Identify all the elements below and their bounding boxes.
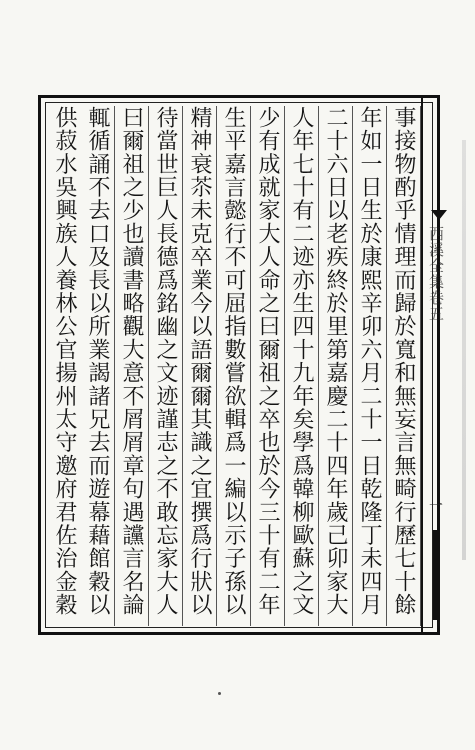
- text-column-9: 曰爾祖之少也讀書略觀大意不屑屑章句遇讜言名論: [115, 106, 149, 626]
- text-column-1: 事接物酌乎情理而歸於寬和無妄言無畸行歷七十餘: [387, 106, 421, 626]
- text-column-6: 生平嘉言懿行不可屈指數嘗欲輯爲一編以示子孫以: [217, 106, 251, 626]
- fish-tail-mark: [431, 210, 447, 220]
- text-column-4: 人年七十有二迹亦生四十九年矣學爲韓柳歐蘇之文: [285, 106, 319, 626]
- text-column-10: 輒循誦不去口及長以所業謁諸兄去而遊幕藉館穀以: [81, 106, 115, 626]
- ink-dot: [218, 692, 221, 695]
- text-column-2: 年如一日生於康熙辛卯六月二十一日乾隆丁未四月: [353, 106, 387, 626]
- fold-bar: [433, 530, 439, 620]
- fold-column: [421, 98, 445, 632]
- text-column-8: 待當世巨人長德爲銘幽之文迹謹志之不敢忘家大人: [149, 106, 183, 626]
- page-number: 一: [427, 498, 443, 512]
- text-column-3: 二十六日以老疾終於里第嘉慶二十四年歲己卯家大: [319, 106, 353, 626]
- paper-edge-shadow: [462, 140, 466, 560]
- text-column-5: 少有成就家大人命之曰爾祖之卒也於今三十有二年: [251, 106, 285, 626]
- page-frame: [38, 95, 445, 635]
- fold-title: 西溪全集卷五: [427, 226, 445, 322]
- text-column-11: 供菽水吳興族人養林公官揚州太守邀府君佐治金穀: [52, 106, 77, 617]
- text-column-7: 精神衰苶未克卒業今以語爾爾其識之宜撰爲行狀以: [183, 106, 217, 626]
